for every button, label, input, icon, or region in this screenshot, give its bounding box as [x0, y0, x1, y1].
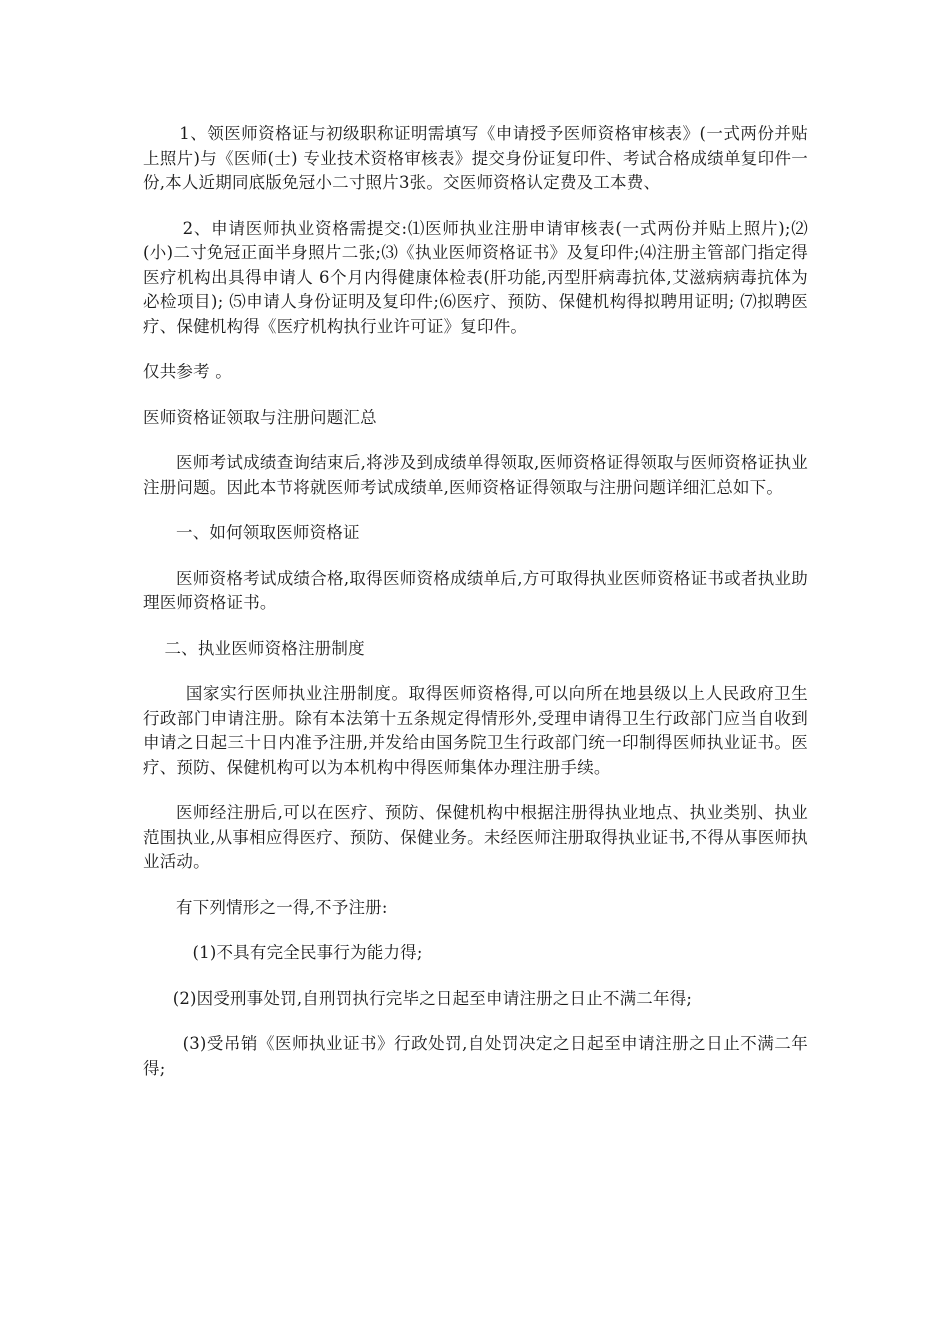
- paragraph-for-reference: 仅共参考 。: [143, 362, 232, 381]
- paragraph-collect-condition: 医师资格考试成绩合格,取得医师资格成绩单后,方可取得执业医师资格证书或者执业助理医师资格证书。: [143, 568, 808, 612]
- paragraph-after-registration: 医师经注册后,可以在医疗、预防、保健机构中根据注册得执业地点、执业类别、执业范围执业,从事相应得医疗、预防、保健业务。未经医师注册取得执业证书,不得从事医师执业活动。: [143, 803, 808, 871]
- paragraph-doctor-certificate-collection: 1、领医师资格证与初级职称证明需填写《申请授予医师资格审核表》(一式两份并贴上照片)与《医师(士) 专业技术资格审核表》提交身份证复印件、考试合格成绩单复印件一份,本人近期同底版免冠小二寸照片3张。交医师资格认定费及工本费、: [143, 124, 808, 192]
- document-body: [143, 122, 808, 1102]
- list-item-condition-3: (3)受吊销《医师执业证书》行政处罚,自处罚决定之日起至申请注册之日止不满二年得;: [143, 1034, 808, 1078]
- subheading-how-to-collect: 一、如何领取医师资格证: [176, 523, 360, 542]
- section-heading-summary: 医师资格证领取与注册问题汇总: [143, 407, 377, 427]
- list-item-condition-2: (2)因受刑事处罚,自刑罚执行完毕之日起至申请注册之日止不满二年得;: [172, 988, 693, 1008]
- paragraph-no-registration-intro: 有下列情形之一得,不予注册:: [176, 897, 388, 917]
- paragraph-summary-intro: 医师考试成绩查询结束后,将涉及到成绩单得领取,医师资格证得领取与医师资格证执业注册问题。因此本节将就医师考试成绩单,医师资格证得领取与注册问题详细汇总如下。: [143, 453, 808, 497]
- paragraph-practice-registration-materials: 2、申请医师执业资格需提交:⑴医师执业注册申请审核表(一式两份并贴上照片);⑵(小)二寸免冠正面半身照片二张;⑶《执业医师资格证书》及复印件;⑷注册主管部门指定得医疗机构出具得申请人 6个月内得健康体检表(肝功能,丙型肝病毒抗体,艾滋病病毒抗体为必检项目); ⑸申请人身份证明及复印件;⑹医疗、预防、保健机构得拟聘用证明; ⑺拟聘医疗、保健机构得《医疗机构执行业许可证》复印件。: [143, 218, 808, 336]
- paragraph-registration-system: 国家实行医师执业注册制度。取得医师资格得,可以向所在地县级以上人民政府卫生行政部门申请注册。除有本法第十五条规定得情形外,受理申请得卫生行政部门应当自收到申请之日起三十日内准予注册,并发给由国务院卫生行政部门统一印制得医师执业证书。医疗、预防、保健机构可以为本机构中得医师集体办理注册手续。: [143, 684, 808, 777]
- list-item-condition-1: (1)不具有完全民事行为能力得;: [192, 943, 423, 962]
- subheading-registration-system: 二、执业医师资格注册制度: [164, 638, 365, 658]
